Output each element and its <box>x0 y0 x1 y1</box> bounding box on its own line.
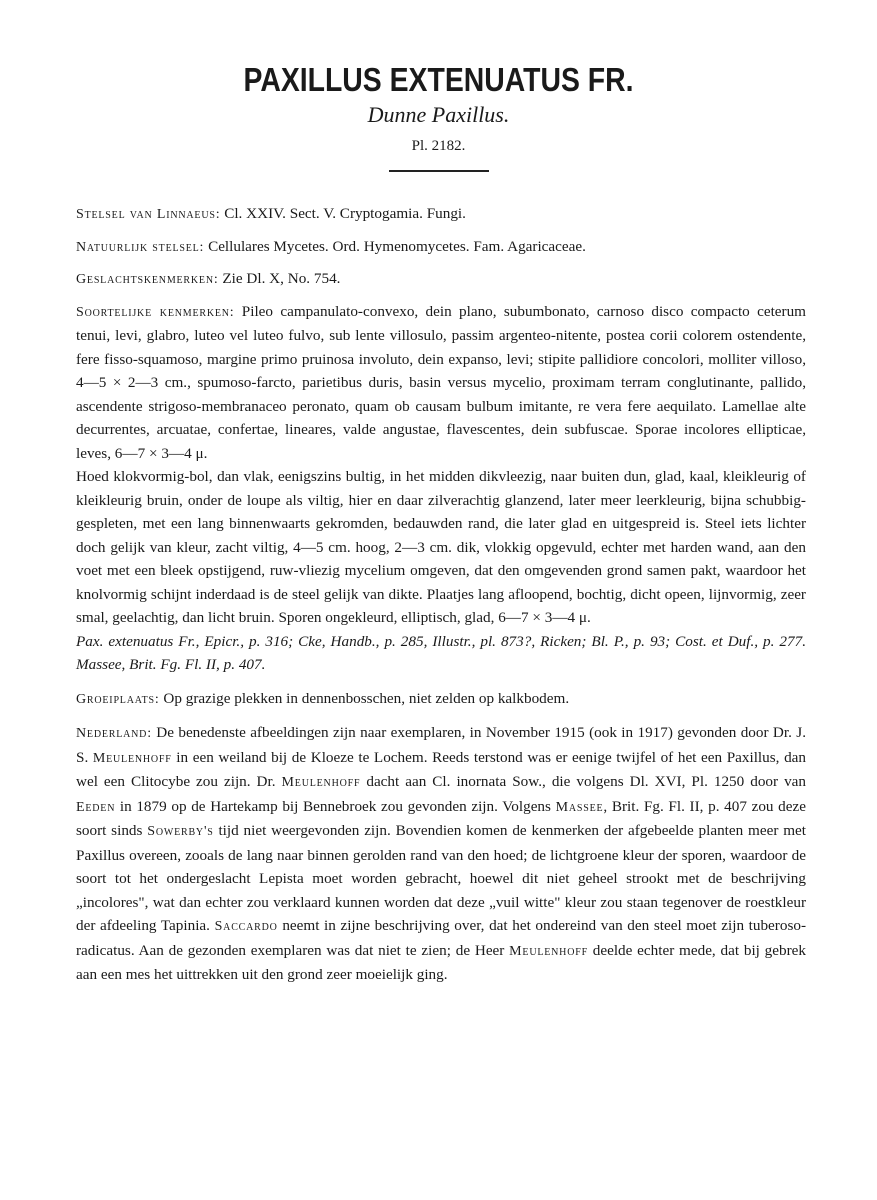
nl-text-4: in 1879 op de Hartekamp bij Bennebroek zou gevonden zijn. Volgens <box>119 797 551 815</box>
page-subtitle: Dunne Paxillus. <box>367 102 510 127</box>
species-text: Pileo campanulato-convexo, dein plano, subumbonato, carnoso disco compacto ceterum tenui, levi, glabro, luteo vel luteo fulvo, sub lente villosulo, passim argenteo-nitente, postea corii colorem ostendente, fere fisso-squamoso, margine primo pruinosa involuto, dein expanso, levi; stipite pallidiore concolori, molliter villoso, 4—5 × 2—3 cm., spumoso-farcto, parietibus duris, basin versus mycelio, proximam terram conglutinante, pallido, ascendente strigoso-membranaceo peronato, quam ob causam bulbum imitante, re vera fere aequilato. Lamellae alte decurrentes, arcuatae, confertae, lineares, valde angustae, flavescentes, dein subfuscae. Sporae incolores ellipticae, leves, 6—7 × 3—4 μ. <box>76 302 806 462</box>
page-header <box>0 60 877 172</box>
document-body <box>76 202 806 987</box>
natural-system-paragraph <box>76 235 806 260</box>
nl-text-7: neemt in zijne beschrijving over, dat het ondereind van den steel moet zijn tuberoso-radicatus. Aan de gezonden exemplaren was dat niet te zien; de Heer <box>76 917 807 959</box>
species-label: Soortelijke kenmerken: <box>76 304 235 320</box>
genus-text: Zie Dl. X, No. 754. <box>222 270 341 287</box>
person-name: Saccardo <box>214 919 278 934</box>
nl-text-3: dacht aan Cl. inornata Sow., die volgens Dl. XVI, Pl. 1250 door van <box>366 773 806 790</box>
habitat-paragraph <box>76 687 806 712</box>
genus-label: Geslachtskenmerken: <box>76 272 219 287</box>
linnaeus-text: Cl. XXIV. Sect. V. Cryptogamia. Fungi. <box>224 205 466 222</box>
nl-text-2: in een weiland bij de Kloeze te Lochem. Reeds terstond was er eenige twijfel of het een Paxillus, dan wel een Clitocybe zou zijn. Dr. <box>76 748 807 790</box>
page-title: PAXILLUS EXTENUATUS FR. <box>243 61 634 98</box>
person-name: Massee <box>555 799 604 815</box>
netherlands-label: Nederland: <box>76 726 152 741</box>
linnaeus-label: Stelsel van Linnaeus: <box>76 207 221 222</box>
nl-text-6: tijd niet weergevonden zijn. Bovendien komen de kenmerken der afgebeelde planten meer met Paxillus overeen, zooals de lang naar binnen gerolden rand van den hoed; de lichtgroene kleur der sporen, waardoor de soort tot het ondergeslacht Lepista moet worden gebracht, hoewel dit niet geheel strookt met de beschrijving „incolores", wat dan echter zou verklaard kunnen worden dat deze „vuil witte" kleur zou staan tegenover de roestkleur der afdeeling Tapinia. <box>76 822 806 934</box>
linnaeus-paragraph <box>76 202 806 227</box>
habitat-text: Op grazige plekken in dennenbosschen, niet zelden op kalkbodem. <box>163 689 570 707</box>
person-name: Meulenhoff <box>92 750 172 766</box>
habitat-label: Groeiplaats: <box>76 691 160 707</box>
person-name: Meulenhoff <box>509 943 588 959</box>
person-name: Meulenhoff <box>281 775 361 790</box>
natural-system-text: Cellulares Mycetes. Ord. Hymenomycetes. Fam. Agaricaceae. <box>208 237 586 255</box>
nl-text-1: De benedenste afbeeldingen zijn naar exemplaren, in November 1915 (ook in 1917) gevonden door Dr. J. S. <box>76 724 806 766</box>
netherlands-paragraph <box>76 721 806 987</box>
references: Pax. extenuatus Fr., Epicr., p. 316; Cke, Handb., p. 285, Illustr., pl. 873?, Ricken; Bl. P., p. 93; Cost. et Duf., p. 277. Massee, Brit. Fg. Fl. II, p. 407. <box>76 632 806 673</box>
plate-number: Pl. 2182. <box>411 138 466 154</box>
nl-text-8: deelde echter mede, dat bij gebrek aan een mes het uittrekken uit den grond zeer moeielijk ging. <box>76 941 806 983</box>
person-name: Sowerby's <box>147 824 214 839</box>
person-name: Eeden <box>76 799 116 815</box>
nl-text-5: , Brit. Fg. Fl. II, p. 407 zou deze soort sinds <box>76 797 806 839</box>
title-divider <box>389 170 489 172</box>
natural-system-label: Natuurlijk stelsel: <box>76 239 205 255</box>
species-paragraph <box>76 300 806 466</box>
dutch-description: Hoed klokvormig-bol, dan vlak, eenigszins bultig, in het midden dikvleezig, naar buiten dun, glad, kaal, kleikleurig of kleikleurig bruin, onder de loupe als viltig, hier en daar zilverachtig glanzend, later meer leerkleurig, bijna schubbig-gespleten, met een lang binnenwaarts gekromden, bedauwden rand, die later glad en uitgespreid is. Steel iets lichter doch gelijk van kleur, zacht viltig, 4—5 cm. hoog, 2—3 cm. dik, vlokkig opgevuld, echter met harden wand, aan den voet met een bleek opstijgend, ruw-vliezig mycelium omgeven, dat den omgevenden grond samen pakt, waardoor het knolvormig schijnt inderdaad is de steel gelijk van dikte. Plaatjes lang afloopend, bochtig, dicht opeen, lijnvormig, zeer smal, geelachtig, dan licht bruin. Sporen ongekleurd, elliptisch, glad, 6—7 × 3—4 μ. <box>76 468 806 626</box>
genus-paragraph <box>76 267 806 292</box>
